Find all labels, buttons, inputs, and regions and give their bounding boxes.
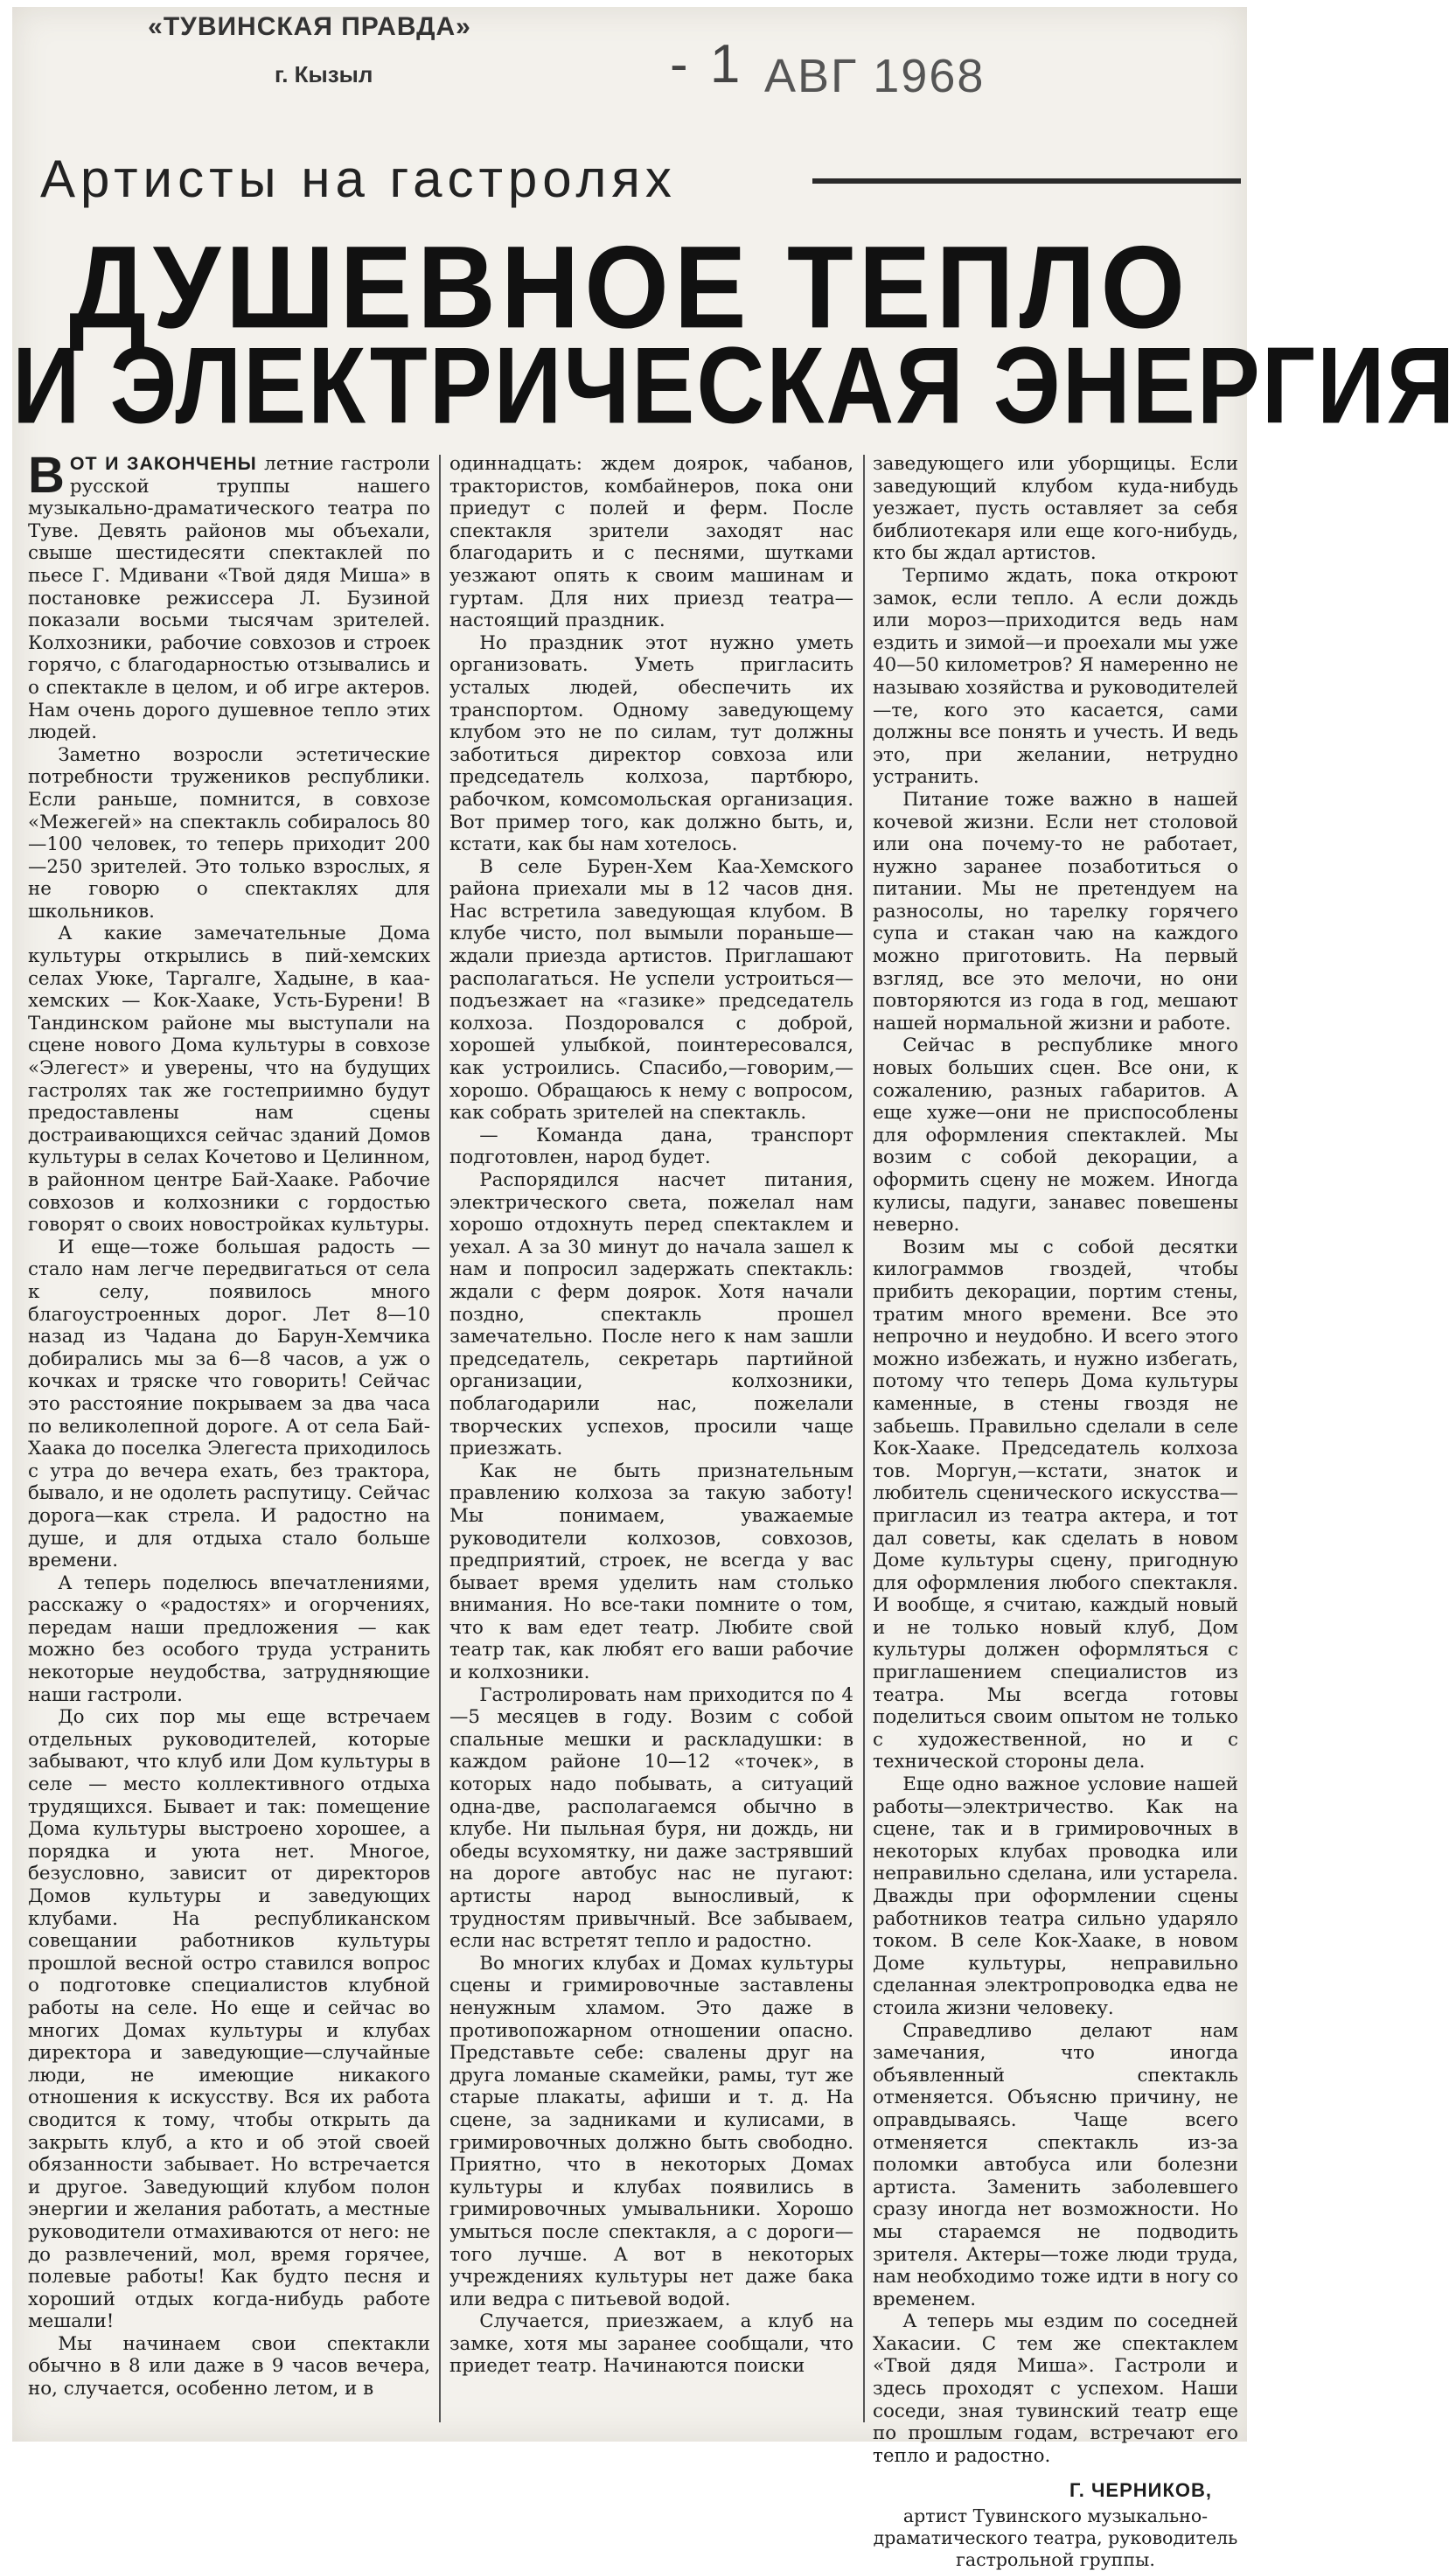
paragraph: Случается, приезжаем, а клуб на замке, хотя мы заранее сообщали, что приедет театр. Начинаются поиски (449, 2310, 853, 2378)
paragraph: — Команда дана, транспорт подготовлен, народ будет. (449, 1124, 853, 1169)
paragraph: заведующего или уборщицы. Если заведующий клубом куда-нибудь уезжает, пусть оставляет за себя библиотекаря или еще кого-нибудь, кто бы ждал артистов. (873, 453, 1238, 565)
lead-paragraph (28, 447, 430, 744)
newspaper-clipping (12, 7, 1456, 2571)
paragraph: Возим мы с собой десятки килограммов гвоздей, чтобы прибить декорации, портим стены, тратим много времени. Все это непрочно и неудобно. И всего этого можно избежать, и нужно избегать, потому что теперь Дома культуры каменные, в стены гвоздя не забьешь. Правильно сделали в селе Кок-Хааке. Председатель колхоза тов. Моргун,—кстати, знаток и любитель сценического искусства—пригласил из театра актера, и тот дал советы, как сделать в новом Доме культуры сцену, пригодную для оформления любого спектакля. И вообще, я считаю, каждый новый и не только новый клуб, Дом культуры должен оформляться с приглашением специалистов из театра. Мы всегда готовы поделиться своим опытом не только с художественной, но и с технической стороны дела. (873, 1236, 1238, 1773)
article-rubric: Артисты на гастролях (40, 150, 677, 208)
paragraph: одиннадцать: ждем доярок, чабанов, трактористов, комбайнеров, пока они приедут с полей и ферм. После спектакля зрители заходят нас благодарить и с песнями, шутками уезжают опять к своим машинам и гуртам. Для них приезд театра—настоящий праздник. (449, 453, 853, 632)
paragraph-text: летние гастроли русской труппы нашего музыкально-драматического театра по Туве. Девять районов мы объехали, свыше шестидесяти спектаклей по пьесе Г. Мдивани «Твой дядя Миша» в постановке режиссера Л. Бузиной показали восьми тысячам зрителей. Колхозники, рабочие совхозов и строек горячо, с благодарностью отзывались и о спектакле в целом, и об игре актеров. Нам очень дорого душевное тепло этих людей. (28, 453, 430, 744)
date-stamp-date: АВГ 1968 (764, 50, 986, 102)
article-column-3 (873, 453, 1238, 2571)
headline-line-1: ДУШЕВНОЕ ТЕПЛО (68, 222, 1191, 353)
paragraph: А теперь мы ездим по соседней Хакасии. С тем же спектаклем «Твой дядя Миша». Гастроли и здесь проходят с успехом. Наши соседи, зная тувинский театр еще по прошлым годам, встречают его тепло и радостно. (873, 2310, 1238, 2467)
paragraph: Терпимо ждать, пока откроют замок, если тепло. А если дождь или мороз—приходится ведь нам ездить и зимой—и проехали мы уже 40—50 километров? Я намеренно не называю хозяйства и руководителей—те, кого это касается, сами должны все понять и учесть. И ведь это, при желании, нетрудно устранить. (873, 564, 1238, 789)
date-stamp-day: - 1 (670, 34, 744, 94)
paragraph: А какие замечательные Дома культуры открылись в пий-хемских селах Уюке, Таргалге, Хадыне, в каа-хемских — Кок-Хааке, Усть-Бурени! В Тандинском районе мы выступали на сцене нового Дома культуры в совхозе «Элегест» и уверены, что на будущих гастролях так же гостеприимно будут предоставлены нам сцены достраивающихся сейчас зданий Домов культуры в селах Кочетово и Целинном, в районном центре Бай-Хааке. Рабочие совхозов и колхозники с гордостью говорят о своих новостройках культуры. (28, 923, 430, 1237)
paragraph: А теперь поделюсь впечатлениями, расскажу о «радостях» и огорчениях, передам наши предложения — как можно без особого труда устранить некоторые неудобства, затрудняющие наши гастроли. (28, 1571, 430, 1706)
article-column-1 (28, 447, 430, 2421)
article-column-2 (449, 453, 853, 2421)
paragraph: Распорядился насчет питания, электрического света, пожелал нам хорошо отдохнуть перед спектаклем и уехал. А за 30 минут до начала зашел к нам и попросил задержать спектакль: ждали с ферм доярок. Хотя начали поздно, спектакль прошел замечательно. После него к нам зашли председатель, секретарь партийной организации, колхозники, поблагодарили нас, пожелали творческих успехов, просили чаще приезжать. (449, 1169, 853, 1460)
paragraph: Сейчас в республике много новых больших сцен. Все они, к сожалению, разных габаритов. А еще хуже—они не приспособлены для оформления спектаклей. Мы возим с собой декорации, а оформить сцену не можем. Иногда кулисы, падуги, занавес повешены неверно. (873, 1035, 1238, 1237)
lead-caps: ОТ И ЗАКОНЧЕНЫ (69, 453, 257, 474)
paragraph: Во многих клубах и Домах культуры сцены и гримировочные заставлены ненужным хламом. Это даже в противопожарном отношении опасно. Представьте себе: свалены друг на друга ломаные скамейки, рамы, тут же старые плакаты, афиши и т. д. На сцене, за задниками и кулисами, в гримировочных должно быть свободно. Приятно, что в некоторых Домах культуры и клубах появились в гримировочных умывальники. Хорошо умыться после спектакля, а с дороги—того лучше. А вот в некоторых учреждениях культуры нет даже бака или ведра с питьевой водой. (449, 1952, 853, 2310)
rubric-rule (812, 178, 1241, 184)
paragraph: Питание тоже важно в нашей кочевой жизни. Если нет столовой или она почему-то не работает, нужно заранее позаботиться о питании. Мы не претендуем на разносолы, но тарелку горячего супа и стакан чаю на каждого можно приготовить. На первый взгляд, все это мелочи, но они повторяются из года в год, мешают нашей нормальной жизни и работе. (873, 788, 1238, 1035)
paragraph: Гастролировать нам приходится по 4—5 месяцев в году. Возим с собой спальные мешки и раскладушки: в каждом районе 10—12 «точек», в которых надо побывать, а ситуаций одна-две, располагаемся обычно в клубе. Ни пыльная буря, ни дождь, ни обеды всухомятку, ни даже застрявший на дороге автобус нас не пугают: артисты народ выносливый, к трудностям привычный. Все забываем, если нас встретят тепло и радостно. (449, 1683, 853, 1953)
paragraph: В селе Бурен-Хем Каа-Хемского района приехали мы в 12 часов дня. Нас встретила заведующая клубом. В клубе чисто, пол вымыли пораньше—ждали приезда артистов. Приглашают располагаться. Не успели устроиться—подъезжает на «газике» председатель колхоза. Поздоровался с доброй, хорошей улыбкой, поинтересовался, как устроились. Спасибо,—говорим,—хорошо. Обращаюсь к нему с вопросом, как собрать зрителей на спектакль. (449, 855, 853, 1125)
column-divider (863, 455, 865, 2422)
paragraph: Справедливо делают нам замечания, что иногда объявленный спектакль отменяется. Объясню причину, не оправдываясь. Чаще всего отменяется спектакль из-за поломки автобуса или болезни артиста. Заменить заболевшего сразу иногда нет возможности. Но мы стараемся не подводить зрителя. Актеры—тоже люди труда, нам необходимо тоже идти в ногу со временем. (873, 2019, 1238, 2310)
paragraph: До сих пор мы еще встречаем отдельных руководителей, которые забывают, что клуб или Дом культуры в селе — место коллективного отдыха трудящихся. Бывает и так: помещение Дома культуры выстроено хорошее, а порядка и уюта нет. Многое, безусловно, зависит от директоров Домов культуры и заведующих клубами. На республиканском совещании работников культуры прошлой весной остро ставился вопрос о подготовке специалистов клубной работы на селе. Но еще и сейчас во многих Домах культуры и клубах директора и заведующие—случайные люди, не имеющие никакого отношения к искусству. Вся их работа сводится к тому, чтобы открыть да закрыть клуб, а кто и об этой своей обязанности забывает. Но встречается и другое. Заведующий клубом полон энергии и желания работать, а местные руководители отмахиваются от него: не до развлечений, мол, время горячее, полевые работы! Как будто песня и хороший отдых когда-нибудь работе мешали! (28, 1706, 430, 2333)
paragraph: И еще—тоже большая радость — стало нам легче передвигаться от села к селу, появилось много благоустроенных дорог. Лет 8—10 назад из Чадана до Барун-Хемчика добирались мы за 6—8 часов, а уж о кочках и тряске что говорить! Сейчас это расстояние покрываем за два часа по великолепной дороге. А от села Бай-Хаака до поселка Элегеста приходилось с утра до вечера ехать, без трактора, бывало, и не одолеть распутицу. Сейчас дорога—как стрела. И радостно на душе, и для отдыха стало больше времени. (28, 1236, 430, 1572)
paragraph: Еще одно важное условие нашей работы—электричество. Как на сцене, так и в гримировочных в некоторых клубах проводка или неправильно сделана, или устарела. Дважды при оформлении сцены работников театра сильно ударяло током. В селе Кок-Хааке, в новом Доме культуры, неправильно сделанная электропроводка едва не стоила жизни человеку. (873, 1773, 1238, 2019)
newspaper-masthead: «ТУВИНСКАЯ ПРАВДА» (148, 12, 471, 41)
column-divider (439, 455, 441, 2422)
author-role: артист Тувинского музыкально-драматического театра, руководитель гастрольной группы. (873, 2505, 1238, 2571)
paragraph: Заметно возросли эстетические потребности тружеников республики. Если раньше, помнится, в совхозе «Межегей» на спектакль собиралось 80—100 человек, то теперь приходит 200—250 зрителей. Это только взрослых, я не говорю о спектаклях для школьников. (28, 743, 430, 923)
drop-cap: В (28, 447, 65, 504)
masthead-city: г. Кызыл (275, 61, 373, 87)
paragraph: Как не быть признательным правлению колхоза за такую заботу! Мы понимаем, уважаемые руководители колхозов, совхозов, предприятий, строек, не всегда у вас бывает время уделить нам столько внимания. Но все-таки помните о том, что к вам едет театр. Любите свой театр так, как любят его ваши рабочие и колхозники. (449, 1460, 853, 1684)
paragraph: Но праздник этот нужно уметь организовать. Уметь пригласить усталых людей, обеспечить их транспортом. Одному заведующему клубом это не по силам, тут должны заботиться директор совхоза или председатель колхоза, партбюро, рабочком, комсомольская организация. Вот пример того, как должно быть, и, кстати, как бы нам хотелось. (449, 631, 853, 856)
paragraph: Мы начинаем свои спектакли обычно в 8 или даже в 9 часов вечера, но, случается, особенно летом, и в (28, 2332, 430, 2400)
author-signature: Г. ЧЕРНИКОВ, (1069, 2479, 1212, 2502)
headline-line-2: И ЭЛЕКТРИЧЕСКАЯ ЭНЕРГИЯ (12, 324, 1456, 447)
